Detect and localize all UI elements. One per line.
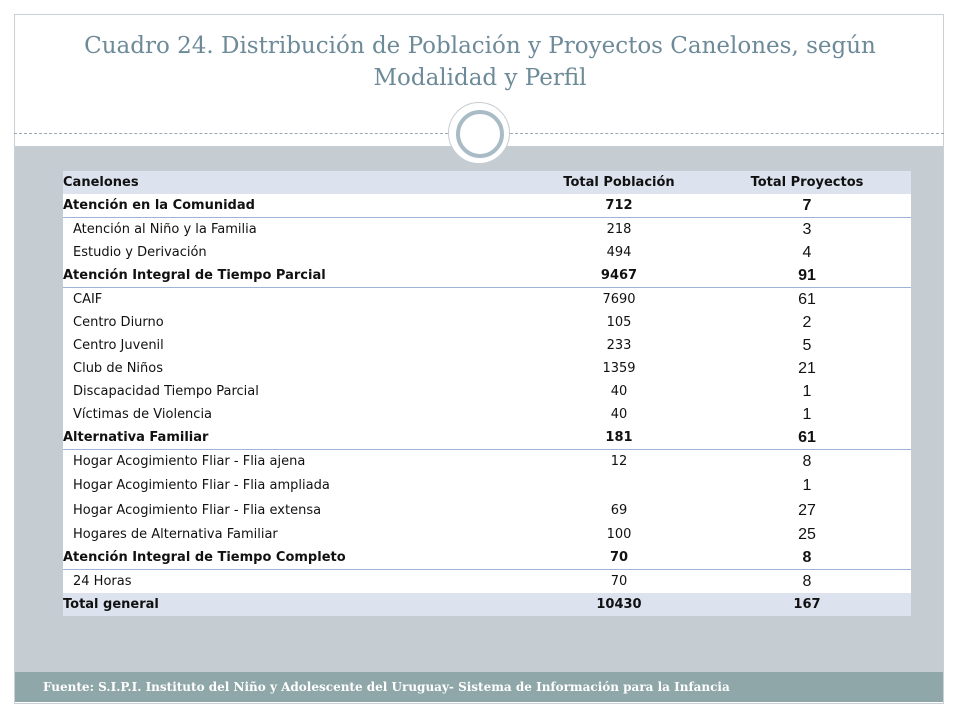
row-total-poblacion: 70 bbox=[610, 574, 628, 589]
table-header-row bbox=[63, 171, 911, 194]
row-label: Hogares de Alternativa Familiar bbox=[73, 527, 278, 542]
column-header-poblacion: Total Población bbox=[535, 171, 703, 194]
row-total-proyectos: 1 bbox=[802, 405, 812, 423]
row-total-proyectos: 27 bbox=[798, 501, 816, 519]
row-label: Club de Niños bbox=[73, 361, 163, 376]
row-total-proyectos: 61 bbox=[798, 290, 816, 308]
row-total-poblacion: 712 bbox=[535, 194, 703, 218]
row-total-poblacion: 12 bbox=[610, 454, 628, 469]
row-total-proyectos: 4 bbox=[802, 243, 812, 261]
row-label: Víctimas de Violencia bbox=[73, 407, 213, 422]
row-total-poblacion: 7690 bbox=[602, 292, 636, 307]
row-label: Atención Integral de Tiempo Parcial bbox=[63, 264, 535, 288]
row-total-poblacion bbox=[535, 473, 703, 498]
row-total-poblacion: 218 bbox=[606, 222, 632, 237]
row-total-proyectos: 1 bbox=[802, 476, 812, 494]
row-total-proyectos: 8 bbox=[703, 546, 911, 570]
row-total-proyectos: 8 bbox=[802, 572, 812, 590]
row-total-proyectos: 61 bbox=[703, 426, 911, 450]
table-group-row bbox=[63, 264, 911, 288]
table-group-row bbox=[63, 546, 911, 570]
row-total-proyectos: 7 bbox=[703, 194, 911, 218]
row-total-poblacion: 40 bbox=[610, 407, 628, 422]
row-total-poblacion: 105 bbox=[606, 315, 632, 330]
row-total-proyectos: 21 bbox=[798, 359, 816, 377]
decorative-circle-icon bbox=[448, 102, 510, 164]
row-total-proyectos: 91 bbox=[703, 264, 911, 288]
table-total-row bbox=[63, 593, 911, 616]
row-total-poblacion: 40 bbox=[610, 384, 628, 399]
row-total-proyectos: 167 bbox=[703, 593, 911, 616]
row-total-poblacion: 181 bbox=[535, 426, 703, 450]
source-footer: Fuente: S.I.P.I. Instituto del Niño y Adolescente del Uruguay- Sistema de Información para la Infancia bbox=[15, 672, 943, 702]
table-row bbox=[63, 473, 911, 498]
row-total-proyectos: 1 bbox=[802, 382, 812, 400]
row-label: 24 Horas bbox=[73, 574, 132, 589]
row-label: Atención Integral de Tiempo Completo bbox=[63, 546, 535, 570]
row-total-proyectos: 5 bbox=[802, 336, 812, 354]
row-label: Centro Juvenil bbox=[73, 338, 164, 353]
slide-title: Cuadro 24. Distribución de Población y Proyectos Canelones, según Modalidad y Perfil bbox=[84, 33, 876, 91]
column-header-canelones: Canelones bbox=[63, 171, 535, 194]
table-row bbox=[63, 241, 911, 264]
table-row bbox=[63, 334, 911, 357]
row-label: Atención al Niño y la Familia bbox=[73, 222, 257, 237]
row-label: Alternativa Familiar bbox=[63, 426, 535, 450]
row-total-poblacion: 233 bbox=[606, 338, 632, 353]
row-label: Centro Diurno bbox=[73, 315, 164, 330]
column-header-proyectos: Total Proyectos bbox=[703, 171, 911, 194]
row-total-poblacion: 100 bbox=[606, 527, 632, 542]
table-row bbox=[63, 498, 911, 523]
row-label: Estudio y Derivación bbox=[73, 245, 207, 260]
table-row bbox=[63, 288, 911, 312]
table-group-row bbox=[63, 194, 911, 218]
row-label: Atención en la Comunidad bbox=[63, 194, 535, 218]
row-total-poblacion: 9467 bbox=[535, 264, 703, 288]
table-row bbox=[63, 523, 911, 546]
row-total-poblacion: 1359 bbox=[602, 361, 636, 376]
table-body bbox=[63, 194, 911, 616]
row-label: Total general bbox=[63, 593, 535, 616]
decorative-ring bbox=[456, 110, 504, 158]
row-total-proyectos: 8 bbox=[802, 452, 812, 470]
row-total-poblacion: 494 bbox=[606, 245, 632, 260]
table-row bbox=[63, 570, 911, 594]
row-total-proyectos: 25 bbox=[798, 525, 816, 543]
row-label: Hogar Acogimiento Fliar - Flia ampliada bbox=[73, 478, 330, 493]
row-label: Hogar Acogimiento Fliar - Flia ajena bbox=[73, 454, 306, 469]
table-row bbox=[63, 311, 911, 334]
table-row bbox=[63, 357, 911, 380]
row-label: Hogar Acogimiento Fliar - Flia extensa bbox=[73, 503, 322, 518]
row-total-poblacion: 69 bbox=[610, 503, 628, 518]
table-row bbox=[63, 380, 911, 403]
table-row bbox=[63, 218, 911, 242]
row-label: Discapacidad Tiempo Parcial bbox=[73, 384, 259, 399]
row-total-proyectos: 2 bbox=[802, 313, 812, 331]
data-table bbox=[63, 171, 911, 616]
table-row bbox=[63, 450, 911, 474]
row-label: CAIF bbox=[73, 292, 103, 307]
row-total-poblacion: 10430 bbox=[535, 593, 703, 616]
table-row bbox=[63, 403, 911, 426]
row-total-proyectos: 3 bbox=[802, 220, 812, 238]
row-total-poblacion: 70 bbox=[535, 546, 703, 570]
table-group-row bbox=[63, 426, 911, 450]
